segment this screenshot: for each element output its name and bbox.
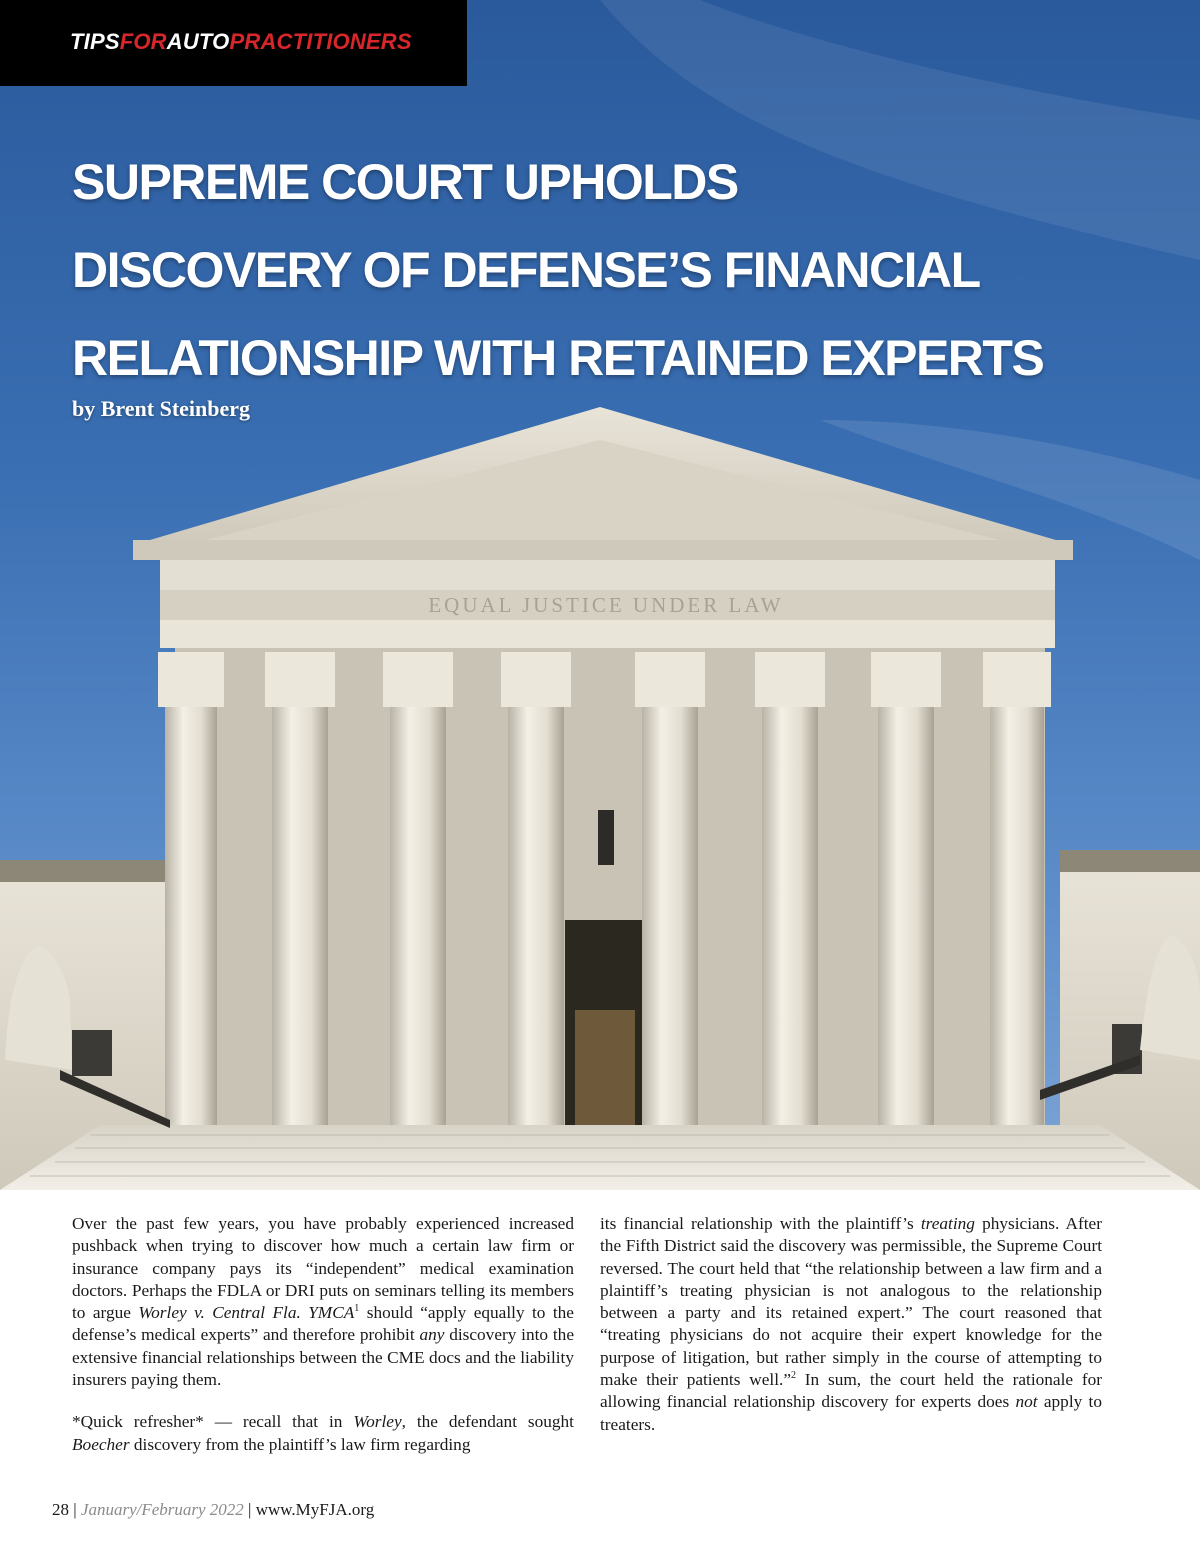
p3-text-d: apply to treaters. xyxy=(600,1392,1102,1434)
section-tag-text xyxy=(70,29,412,55)
p2-text-b: , the defendant sought xyxy=(401,1412,574,1432)
section-tag xyxy=(0,0,467,86)
article-headline xyxy=(72,138,1172,402)
p1-text-c: discovery into the extensive financial relationships between the CME docs and the liability insurers paying them. xyxy=(72,1325,574,1390)
section-tag-practitioners: PRACTITIONERS xyxy=(229,29,412,54)
p1-text-b: should “apply equally to the defense’s medical experts” and therefore prohibit xyxy=(72,1303,574,1345)
footnote-ref-2: 2 xyxy=(791,1370,796,1382)
p1-text-a: Over the past few years, you have probably experienced increased pushback when trying to discover how much a certain law firm or insurance company pays its “independent” medical examination doctors. Perhaps the FDLA or DRI puts on seminars telling its members to argue xyxy=(72,1214,574,1323)
p2-text-a: *Quick refresher* — recall that in xyxy=(72,1412,354,1432)
paragraph-1 xyxy=(72,1213,574,1391)
case-citation-worley: Worley v. Central Fla. YMCA xyxy=(138,1303,355,1323)
headline-line-3: RELATIONSHIP WITH RETAINED EXPERTS xyxy=(72,330,1044,386)
byline: by Brent Steinberg xyxy=(72,396,251,421)
case-name-boecher: Boecher xyxy=(72,1434,130,1454)
section-tag-auto: AUTO xyxy=(166,29,230,54)
section-tag-for: FOR xyxy=(119,29,167,54)
p3-text-a: its financial relationship with the plaintiff’s xyxy=(600,1214,921,1233)
section-tag-tips: TIPS xyxy=(70,29,120,54)
case-name-worley: Worley xyxy=(353,1412,402,1432)
emphasis-treating: treating xyxy=(920,1214,975,1233)
p3-text-c: In sum, the court held the rationale for allowing financial relationship discovery for experts does xyxy=(600,1370,1103,1412)
p3-text-b: physicians. After the Fifth District said the discovery was permissible, the Supreme Court reversed. The court held that “the relationship between a law firm and a plaintiff’s treating physician is not analogous to the relationship between a party and its retained expert.” The court reasoned that “treating physicians do not acquire their expert knowledge for the purpose of litigation, but rather simply in the course of attempting to make their patients well.” xyxy=(600,1214,1102,1390)
footnote-ref-1: 1 xyxy=(354,1303,360,1315)
paragraph-3 xyxy=(600,1213,1102,1436)
headline-line-1: SUPREME COURT UPHOLDS xyxy=(72,154,738,210)
paragraph-2 xyxy=(72,1411,574,1456)
emphasis-not: not xyxy=(1015,1392,1038,1412)
body-column-2 xyxy=(600,1213,1102,1456)
p2-text-c: discovery from the plaintiff’s law firm regarding xyxy=(129,1434,471,1454)
headline-line-2: DISCOVERY OF DEFENSE’S FINANCIAL xyxy=(72,242,980,298)
body-column-1 xyxy=(72,1213,574,1476)
footer-separator-2: | xyxy=(243,1500,256,1519)
footer-separator-1: | xyxy=(69,1500,81,1519)
page-number: 28 xyxy=(52,1500,69,1519)
website-link[interactable]: www.MyFJA.org xyxy=(255,1500,375,1519)
frieze-inscription: EQUAL JUSTICE UNDER LAW xyxy=(428,593,784,617)
emphasis-any: any xyxy=(419,1325,445,1345)
page-footer xyxy=(52,1500,374,1520)
issue-date: January/February 2022 xyxy=(80,1500,244,1519)
